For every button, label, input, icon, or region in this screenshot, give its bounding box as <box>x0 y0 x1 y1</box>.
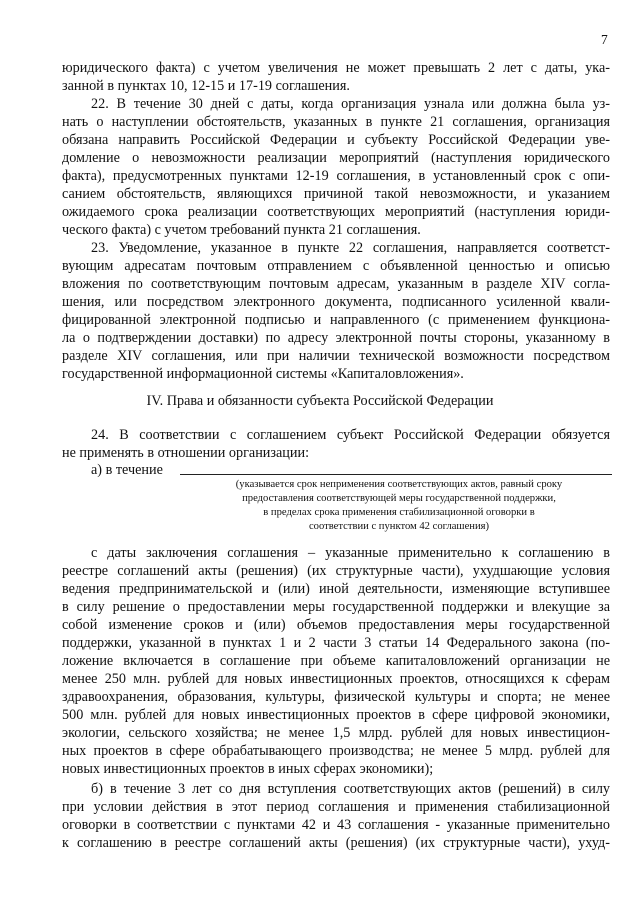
text-line: факта), предусмотренных пунктами 12-19 соглашения, в установленный срок с опи- <box>62 168 610 184</box>
text-line: здравоохранения, образования, культуры, физической культуры и спорта; не менее <box>62 689 610 705</box>
hint-line: предоставления соответствующей меры государственной поддержки, <box>242 493 556 504</box>
hint-line: (указывается срок неприменения соответствующих актов, равный сроку <box>235 479 563 490</box>
text-line: занной в пунктах 10, 12-15 и 17-19 соглашения. <box>62 78 350 94</box>
text-line: фицированной электронной подписью и направленного (с применением функциона- <box>62 312 610 328</box>
text-line: новых инвестиционных проектов в иных сферах экономики); <box>62 761 434 777</box>
text-line: ведения предпринимательской и (или) иной деятельности, изменяющие вступившее <box>62 581 610 597</box>
text-line: поддержки, указанной в пунктах 1 и 2 части 3 статьи 14 Федерального закона (по- <box>62 635 610 651</box>
text-line: государственной информационной системы «Капиталовложения». <box>62 366 464 382</box>
text-line: ных проектов в сфере обрабатывающего производства; не менее 5 млрд. рублей для <box>62 743 610 759</box>
text-line: в силу решение о предоставлении меры государственной поддержки и влекущие за <box>62 599 610 615</box>
text-line: ложение включается в соглашение при объеме капиталовложений организации не <box>62 653 610 669</box>
paragraph-23-start: 23. Уведомление, указанное в пункте 22 соглашения, направляется соответст- <box>91 240 610 256</box>
text-line: вложения по соответствующим почтовым адресам, указанным в разделе XIV согла- <box>62 276 610 292</box>
hint-line: соответствии с пунктом 42 соглашения) <box>308 521 490 532</box>
text-line: разделе XIV соглашения, или при наличии технической возможности посредством <box>62 348 610 364</box>
text-line: юридического факта) с учетом увеличения не может превышать 2 лет с даты, ука- <box>62 60 610 76</box>
item-a-label: а) в течение <box>91 462 163 478</box>
text-line: санием обстоятельств, являющихся причиной такой невозможности, и указанием <box>62 186 610 202</box>
text-line: ла о подтверждении доставки) по адресу электронной почты стороны, указанному в <box>62 330 610 346</box>
text-line: не применять в отношении организации: <box>62 445 310 461</box>
text-line: с даты заключения соглашения – указанные применительно к соглашению в <box>91 545 610 561</box>
item-b-start: б) в течение 3 лет со дня вступления соответствующих актов (решений) в силу <box>91 781 610 797</box>
text-line: при условии действия в этот период соглашения и применения стабилизационной <box>62 799 610 815</box>
hint-line: в пределах срока применения стабилизационной оговорки в <box>263 507 535 518</box>
text-line: к соглашению в реестре соглашений акты (решения) (их структурные части), ухуд- <box>62 835 610 851</box>
text-line: собой изменение сроков и (или) объемов предоставления меры государственной <box>62 617 610 633</box>
text-line: ческого факта) с учетом требований пункта 21 соглашения. <box>62 222 421 238</box>
section-heading: IV. Права и обязанности субъекта Российской Федерации <box>146 393 494 409</box>
text-line: экологии, сельского хозяйства; не менее 1,5 млрд. рублей для новых инвестицион- <box>62 725 610 741</box>
paragraph-22-start: 22. В течение 30 дней с даты, когда организация узнала или должна была уз- <box>91 96 610 112</box>
page-number: 7 <box>601 32 608 47</box>
text-line: ожидаемого срока реализации соответствующих мероприятий (наступления юриди- <box>62 204 610 220</box>
text-line: оговорки в соответствии с пунктами 42 и 43 соглашения - указанные применительно <box>62 817 610 833</box>
text-line: менее 250 млн. рублей для новых инвестиционных проектов, относящихся к сферам <box>62 671 610 687</box>
text-line: шения, или посредством электронного документа, подписанного усиленной квали- <box>62 294 610 310</box>
text-line: вующим адресатам почтовым отправлением с объявленной ценностью и описью <box>62 258 610 274</box>
fill-in-blank-line <box>180 474 612 475</box>
text-line: нать о наступлении обстоятельств, указанных в пункте 21 соглашения, организация <box>62 114 610 130</box>
text-line: обязана направить Российской Федерации и субъекту Российской Федерации уве- <box>62 132 610 148</box>
text-line: домление о невозможности реализации мероприятий (наступления юридического <box>62 150 610 166</box>
paragraph-24-start: 24. В соответствии с соглашением субъект Российской Федерации обязуется <box>91 427 610 443</box>
text-line: реестре соглашений акты (решения) (их структурные части), ухудшающие условия <box>62 563 610 579</box>
text-line: 500 млн. рублей для новых инвестиционных проектов в сфере цифровой экономики, <box>62 707 610 723</box>
